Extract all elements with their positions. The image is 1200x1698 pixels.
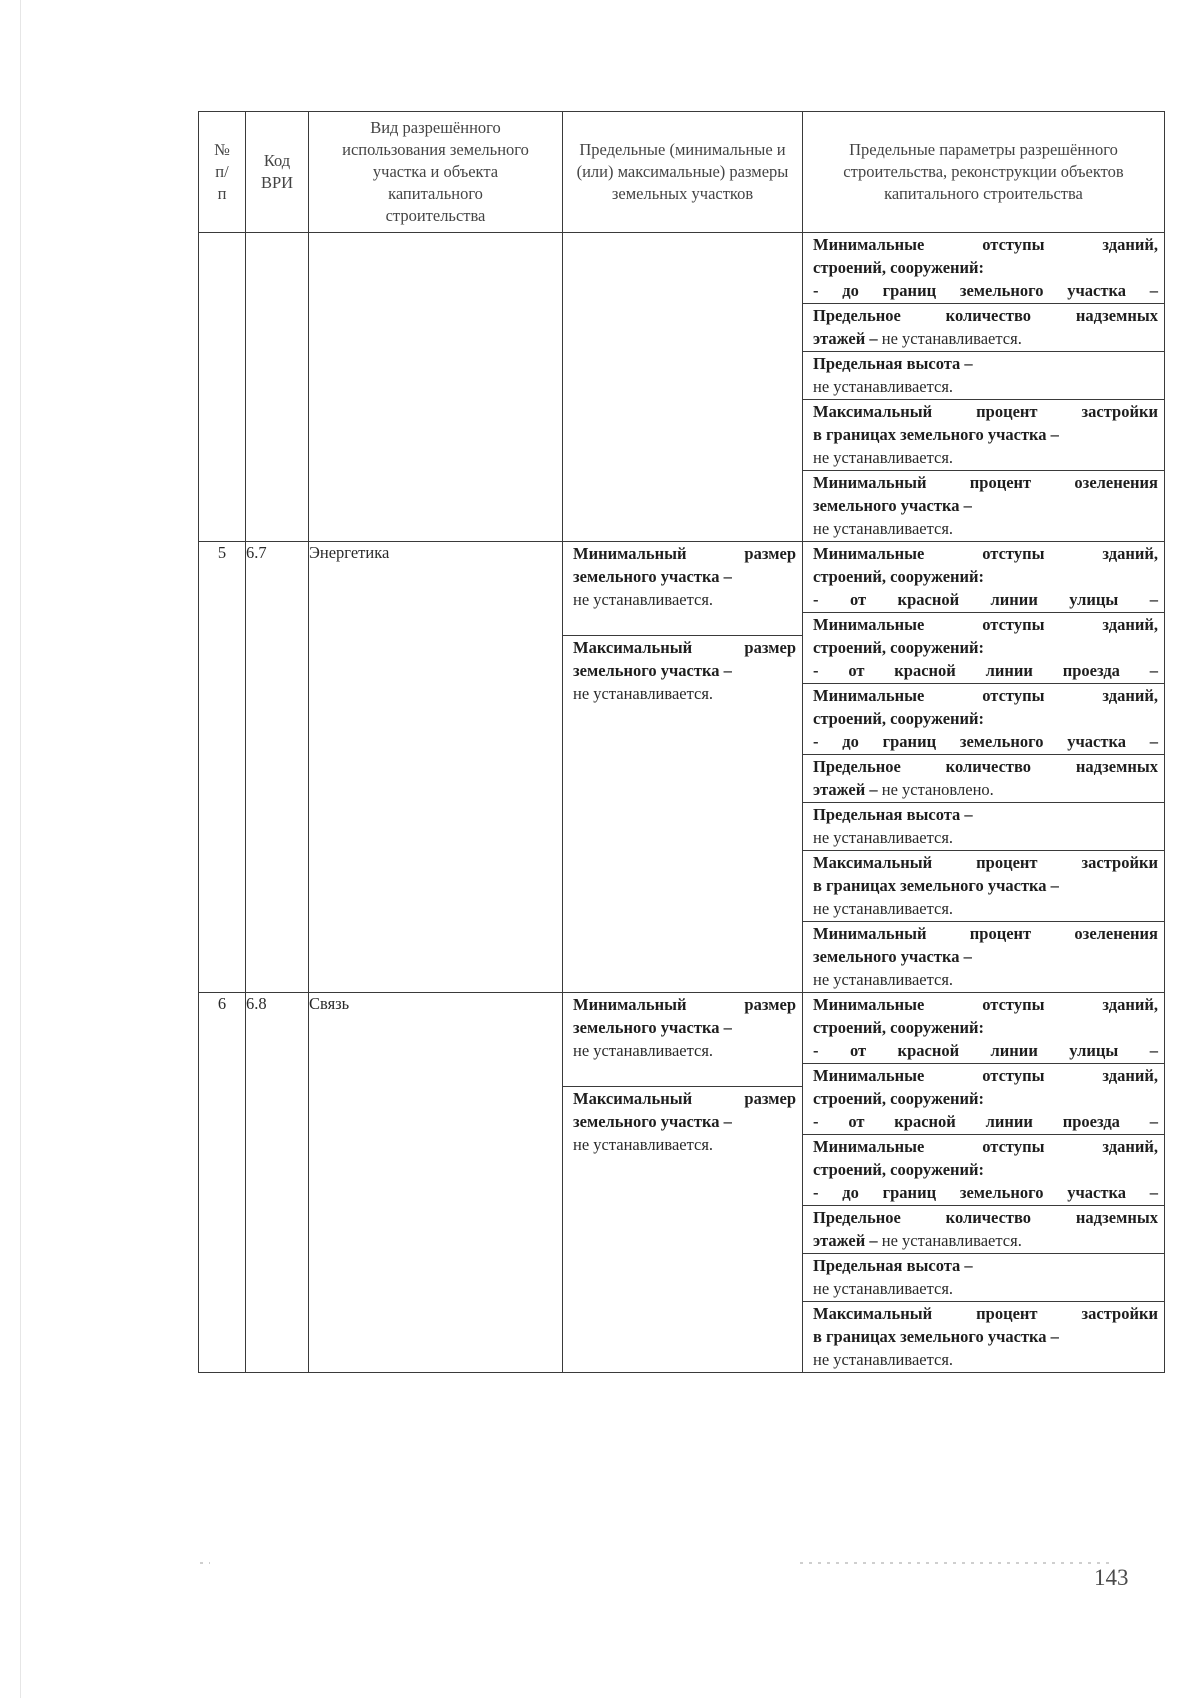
param-head: Минимальный процент озеленения xyxy=(813,473,1158,492)
param-head: Максимальный процент застройки xyxy=(813,853,1158,872)
param-head2: этажей – xyxy=(813,1231,878,1250)
param-value: не устанавливается. xyxy=(813,899,954,918)
cell-num: 6 xyxy=(199,993,246,1373)
param-head: Минимальные отступы зданий, xyxy=(813,686,1158,705)
size-head: Максимальный размер xyxy=(573,638,796,657)
param-head2: строений, сооружений: xyxy=(813,638,985,657)
param-floors xyxy=(803,303,1164,351)
scan-noise-line xyxy=(800,1562,1110,1564)
size-value: не устанавливается. xyxy=(573,590,714,609)
table-row-continuation xyxy=(199,233,1165,542)
param-value: не устанавливается. xyxy=(813,448,954,467)
header-size: Предельные (минимальные и (или) максимальные) размеры земельных участков xyxy=(563,112,803,233)
param-head2: в границах земельного участка – xyxy=(813,425,1059,444)
param-setback-street xyxy=(803,542,1164,612)
param-head: Минимальные отступы зданий, xyxy=(813,995,1158,1014)
table-row xyxy=(199,542,1165,993)
param-head: Минимальные отступы зданий, xyxy=(813,235,1158,254)
param-value: не устанавливается. xyxy=(881,1231,1022,1250)
param-head2: строений, сооружений: xyxy=(813,258,985,277)
param-head2: земельного участка – xyxy=(813,947,972,966)
param-head: Минимальные отступы зданий, xyxy=(813,1137,1158,1156)
header-params: Предельные параметры разрешённого строительства, реконструкции объектов капитального строительства xyxy=(803,112,1165,233)
param-floors xyxy=(803,1205,1164,1253)
size-min xyxy=(563,542,802,635)
param-head2: в границах земельного участка – xyxy=(813,1327,1059,1346)
param-value: не устанавливается. xyxy=(813,1350,954,1369)
size-max xyxy=(563,635,802,705)
param-head: Минимальные отступы зданий, xyxy=(813,544,1158,563)
param-head2: строений, сооружений: xyxy=(813,567,985,586)
size-min xyxy=(563,993,802,1086)
cell-params xyxy=(803,233,1165,542)
param-floors xyxy=(803,754,1164,802)
size-value: не устанавливается. xyxy=(573,1041,714,1060)
param-value: не установлено. xyxy=(881,780,994,799)
param-head2: этажей – xyxy=(813,329,878,348)
size-value: не устанавливается. xyxy=(573,684,714,703)
param-coverage xyxy=(803,850,1164,921)
param-setback-boundary xyxy=(803,1134,1164,1205)
cell-code xyxy=(246,233,309,542)
param-head2: строений, сооружений: xyxy=(813,1160,985,1179)
cell-size xyxy=(563,233,803,542)
param-value: не устанавливается. xyxy=(813,1279,954,1298)
cell-num: 5 xyxy=(199,542,246,993)
param-head2: строений, сооружений: xyxy=(813,1018,985,1037)
param-coverage xyxy=(803,1301,1164,1372)
cell-params xyxy=(803,542,1165,993)
param-setback-passage xyxy=(803,612,1164,683)
param-head: Максимальный процент застройки xyxy=(813,402,1158,421)
param-setback-street xyxy=(803,993,1164,1063)
cell-name: Связь xyxy=(309,993,563,1373)
param-head: Предельная высота – xyxy=(813,354,973,373)
param-head: Максимальный процент застройки xyxy=(813,1304,1158,1323)
param-sub: - от красной линии улицы – xyxy=(813,590,1158,609)
table-header-row xyxy=(199,112,1165,233)
scan-edge xyxy=(20,0,21,1698)
param-greening xyxy=(803,470,1164,541)
param-height xyxy=(803,351,1164,399)
param-head: Предельная высота – xyxy=(813,805,973,824)
param-coverage xyxy=(803,399,1164,470)
cell-num xyxy=(199,233,246,542)
param-value: не устанавливается. xyxy=(813,970,954,989)
param-setback-boundary xyxy=(803,233,1164,303)
cell-size xyxy=(563,542,803,993)
param-sub: - от красной линии улицы – xyxy=(813,1041,1158,1060)
size-value: не устанавливается. xyxy=(573,1135,714,1154)
size-max xyxy=(563,1086,802,1156)
cell-params xyxy=(803,993,1165,1373)
param-head2: земельного участка – xyxy=(813,496,972,515)
param-value: не устанавливается. xyxy=(813,377,954,396)
param-head: Предельное количество надземных xyxy=(813,757,1158,776)
param-head: Минимальные отступы зданий, xyxy=(813,1066,1158,1085)
param-sub: - до границ земельного участка – xyxy=(813,732,1158,751)
param-head2: строений, сооружений: xyxy=(813,709,985,728)
param-value: не устанавливается. xyxy=(813,519,954,538)
param-head2: этажей – xyxy=(813,780,878,799)
param-head2: строений, сооружений: xyxy=(813,1089,985,1108)
cell-size xyxy=(563,993,803,1373)
scan-speck xyxy=(200,1562,210,1564)
header-num: № п/ п xyxy=(199,112,246,233)
cell-name: Энергетика xyxy=(309,542,563,993)
param-head: Предельное количество надземных xyxy=(813,1208,1158,1227)
header-code: Код ВРИ xyxy=(246,112,309,233)
param-head2: в границах земельного участка – xyxy=(813,876,1059,895)
size-head2: земельного участка – xyxy=(573,567,732,586)
param-head: Минимальный процент озеленения xyxy=(813,924,1158,943)
param-setback-passage xyxy=(803,1063,1164,1134)
param-greening xyxy=(803,921,1164,992)
param-sub: - от красной линии проезда – xyxy=(813,661,1158,680)
cell-code: 6.7 xyxy=(246,542,309,993)
param-head: Предельное количество надземных xyxy=(813,306,1158,325)
param-height xyxy=(803,802,1164,850)
header-name: Вид разрешённого использования земельного участка и объекта капитального строительства xyxy=(309,112,563,233)
param-sub: - от красной линии проезда – xyxy=(813,1112,1158,1131)
page-number: 143 xyxy=(1094,1565,1129,1590)
zoning-parameters-table xyxy=(198,111,1165,1373)
param-height xyxy=(803,1253,1164,1301)
size-head: Минимальный размер xyxy=(573,544,796,563)
cell-code: 6.8 xyxy=(246,993,309,1373)
size-head: Максимальный размер xyxy=(573,1089,796,1108)
cell-name xyxy=(309,233,563,542)
size-head2: земельного участка – xyxy=(573,1112,732,1131)
param-head: Предельная высота – xyxy=(813,1256,973,1275)
param-setback-boundary xyxy=(803,683,1164,754)
size-head2: земельного участка – xyxy=(573,1018,732,1037)
size-head: Минимальный размер xyxy=(573,995,796,1014)
param-head: Минимальные отступы зданий, xyxy=(813,615,1158,634)
param-sub: - до границ земельного участка – xyxy=(813,281,1158,300)
param-sub: - до границ земельного участка – xyxy=(813,1183,1158,1202)
param-value: не устанавливается. xyxy=(881,329,1022,348)
param-value: не устанавливается. xyxy=(813,828,954,847)
size-head2: земельного участка – xyxy=(573,661,732,680)
table-row xyxy=(199,993,1165,1373)
